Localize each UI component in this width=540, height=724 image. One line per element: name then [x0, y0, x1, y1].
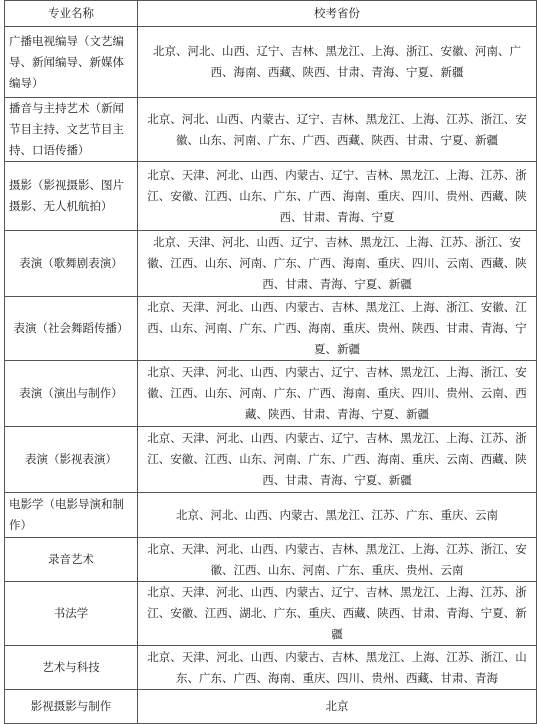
major-name: 表演（歌舞剧表演） [5, 231, 138, 297]
major-name: 播音与主持艺术（新闻节目主持、文艺节目主持、口语传播） [5, 98, 138, 162]
major-name: 表演（社会舞蹈传播） [5, 297, 138, 361]
major-name: 录音艺术 [5, 538, 138, 582]
province-list: 北京、天津、河北、山西、内蒙古、吉林、黑龙江、上海、浙江、安徽、江西、山东、河南、广东、广西、海南、重庆、贵州、陕西、甘肃、青海、宁夏、新疆 [138, 297, 537, 361]
table-row [5, 690, 537, 724]
province-list: 北京、天津、河北、山西、内蒙古、辽宁、吉林、黑龙江、上海、江苏、浙江、安徽、江西、山东、河南、广东、广西、海南、重庆、云南、西藏、陕西、甘肃、青海、宁夏、新疆 [138, 427, 537, 493]
header-major-name: 专业名称 [5, 1, 138, 27]
province-list: 北京、天津、河北、山西、内蒙古、辽宁、吉林、黑龙江、上海、江苏、浙江、安徽、江西、山东、广东、广西、海南、重庆、四川、贵州、西藏、陕西、甘肃、青海、宁夏 [138, 162, 537, 231]
document-page [4, 0, 536, 724]
table-row [5, 427, 537, 493]
province-list: 北京、天津、河北、山西、内蒙古、辽宁、吉林、黑龙江、上海、江苏、浙江、安徽、江西、湖北、广东、重庆、西藏、陕西、甘肃、青海、宁夏、新疆 [138, 582, 537, 646]
province-list: 北京、天津、河北、山西、内蒙古、辽宁、吉林、黑龙江、上海、浙江、安徽、江西、山东、河南、广东、广西、海南、重庆、四川、贵州、云南、西藏、陕西、甘肃、青海、宁夏、新疆 [138, 361, 537, 427]
province-list: 北京、天津、河北、山西、辽宁、吉林、黑龙江、上海、江苏、浙江、安徽、江西、山东、河南、广东、广西、海南、重庆、四川、云南、西藏、陕西、甘肃、青海、宁夏、新疆 [138, 231, 537, 297]
table-row [5, 493, 537, 538]
major-name: 表演（影视表演） [5, 427, 138, 493]
table-row [5, 582, 537, 646]
major-name: 广播电视编导（文艺编导、新闻编导、新媒体编导） [5, 27, 138, 98]
province-list: 北京、河北、山西、内蒙古、辽宁、吉林、黑龙江、上海、江苏、浙江、安徽、山东、河南、广东、广西、西藏、陕西、甘肃、宁夏、新疆 [138, 98, 537, 162]
major-name: 摄影（影视摄影、图片摄影、无人机航拍） [5, 162, 138, 231]
table-header-row [5, 1, 537, 27]
major-name: 书法学 [5, 582, 138, 646]
major-name: 表演（演出与制作） [5, 361, 138, 427]
table-row [5, 27, 537, 98]
table-row [5, 538, 537, 582]
table-row [5, 231, 537, 297]
major-name: 电影学（电影导演和制作） [5, 493, 138, 538]
major-name: 影视摄影与制作 [5, 690, 138, 724]
header-provinces: 校考省份 [138, 1, 537, 27]
province-table [4, 0, 537, 724]
province-list: 北京 [138, 690, 537, 724]
major-name: 艺术与科技 [5, 646, 138, 690]
table-row [5, 297, 537, 361]
province-list: 北京、天津、河北、山西、内蒙古、吉林、黑龙江、上海、江苏、浙江、山东、广东、广西、海南、重庆、四川、贵州、西藏、甘肃、青海 [138, 646, 537, 690]
province-list: 北京、天津、河北、山西、内蒙古、吉林、黑龙江、上海、江苏、浙江、安徽、江西、山东、河南、广东、重庆、贵州、云南 [138, 538, 537, 582]
province-list: 北京、河北、山西、辽宁、吉林、黑龙江、上海、浙江、安徽、河南、广西、海南、西藏、陕西、甘肃、青海、宁夏、新疆 [138, 27, 537, 98]
table-row [5, 98, 537, 162]
table-row [5, 361, 537, 427]
table-row [5, 162, 537, 231]
province-list: 北京、河北、山西、内蒙古、黑龙江、江苏、广东、重庆、云南 [138, 493, 537, 538]
table-row [5, 646, 537, 690]
